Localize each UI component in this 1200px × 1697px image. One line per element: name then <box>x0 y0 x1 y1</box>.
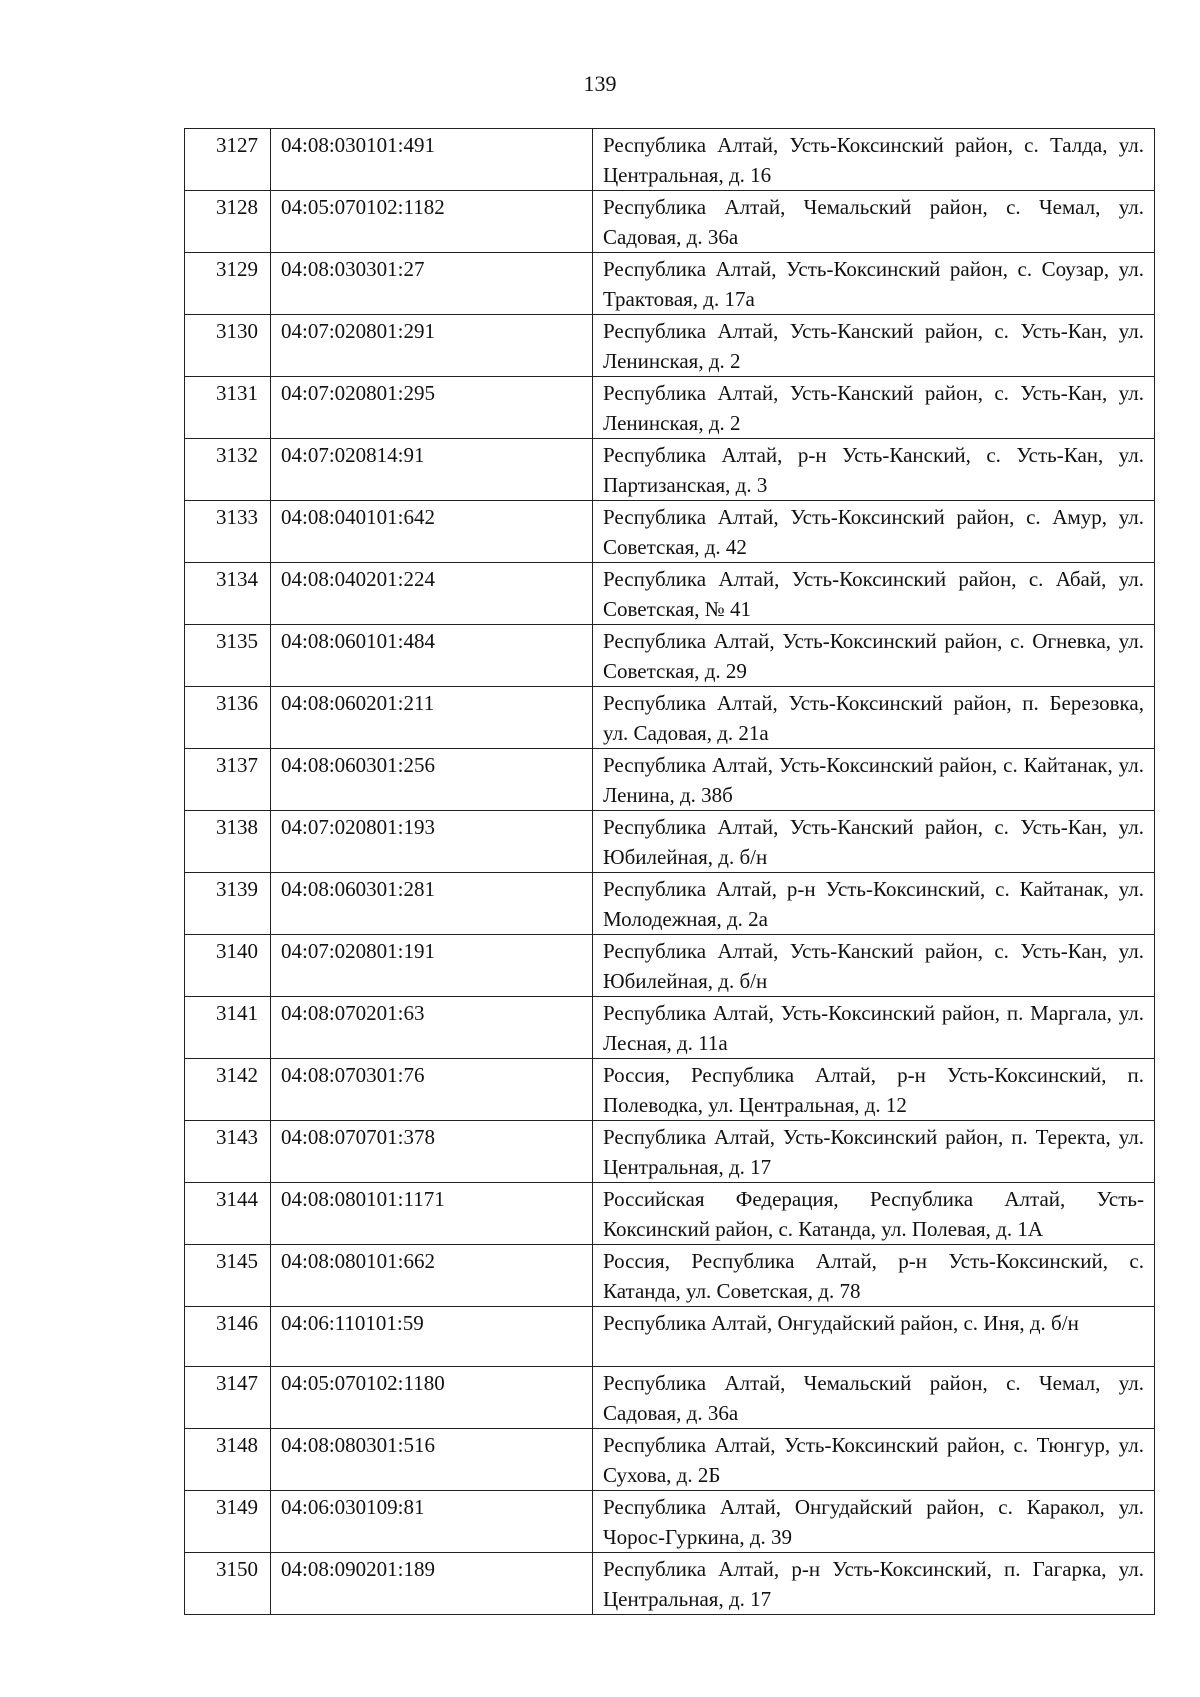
row-number-cell: 3131 <box>185 377 271 439</box>
table-row <box>185 1307 1155 1367</box>
page-number: 139 <box>583 71 617 96</box>
table-row <box>185 501 1155 563</box>
cadastral-number-cell: 04:08:030301:27 <box>271 253 593 315</box>
address-cell: Россия, Республика Алтай, р-н Усть-Коксинский, п. Полеводка, ул. Центральная, д. 12 <box>593 1059 1155 1121</box>
address-cell: Республика Алтай, Усть-Канский район, с. Усть-Кан, ул. Ленинская, д. 2 <box>593 315 1155 377</box>
row-number-cell: 3138 <box>185 811 271 873</box>
row-number-cell: 3150 <box>185 1553 271 1615</box>
address-cell: Республика Алтай, Чемальский район, с. Чемал, ул. Садовая, д. 36а <box>593 1367 1155 1429</box>
row-number-cell: 3135 <box>185 625 271 687</box>
row-number-cell: 3141 <box>185 997 271 1059</box>
row-number-cell: 3148 <box>185 1429 271 1491</box>
table-row <box>185 935 1155 997</box>
cadastral-number-cell: 04:06:110101:59 <box>271 1307 593 1367</box>
row-number-cell: 3144 <box>185 1183 271 1245</box>
table-row <box>185 563 1155 625</box>
cadastral-number-cell: 04:08:060301:256 <box>271 749 593 811</box>
table-row <box>185 315 1155 377</box>
address-cell: Республика Алтай, Усть-Канский район, с. Усть-Кан, ул. Юбилейная, д. б/н <box>593 935 1155 997</box>
cadastral-number-cell: 04:08:060201:211 <box>271 687 593 749</box>
table-row <box>185 873 1155 935</box>
row-number-cell: 3127 <box>185 129 271 191</box>
address-cell: Республика Алтай, р-н Усть-Канский, с. Усть-Кан, ул. Партизанская, д. 3 <box>593 439 1155 501</box>
cadastral-number-cell: 04:08:060301:281 <box>271 873 593 935</box>
cadastral-number-cell: 04:08:090201:189 <box>271 1553 593 1615</box>
row-number-cell: 3145 <box>185 1245 271 1307</box>
table-row <box>185 625 1155 687</box>
cadastral-number-cell: 04:08:080101:662 <box>271 1245 593 1307</box>
table-row <box>185 191 1155 253</box>
row-number-cell: 3146 <box>185 1307 271 1367</box>
row-number-cell: 3132 <box>185 439 271 501</box>
table-row <box>185 1183 1155 1245</box>
row-number-cell: 3128 <box>185 191 271 253</box>
row-number-cell: 3137 <box>185 749 271 811</box>
address-cell: Республика Алтай, Онгудайский район, с. Каракол, ул. Чорос-Гуркина, д. 39 <box>593 1491 1155 1553</box>
address-cell: Республика Алтай, р-н Усть-Коксинский, п. Гагарка, ул. Центральная, д. 17 <box>593 1553 1155 1615</box>
cadastral-number-cell: 04:08:060101:484 <box>271 625 593 687</box>
address-cell: Республика Алтай, Усть-Коксинский район, п. Теректа, ул. Центральная, д. 17 <box>593 1121 1155 1183</box>
cadastral-number-cell: 04:07:020801:291 <box>271 315 593 377</box>
row-number-cell: 3142 <box>185 1059 271 1121</box>
row-number-cell: 3130 <box>185 315 271 377</box>
table-row <box>185 811 1155 873</box>
table-row <box>185 1059 1155 1121</box>
cadastral-number-cell: 04:08:070701:378 <box>271 1121 593 1183</box>
address-cell: Республика Алтай, Чемальский район, с. Чемал, ул. Садовая, д. 36а <box>593 191 1155 253</box>
cadastral-number-cell: 04:07:020801:295 <box>271 377 593 439</box>
cadastral-number-cell: 04:08:040101:642 <box>271 501 593 563</box>
table-row <box>185 253 1155 315</box>
table-row <box>185 997 1155 1059</box>
address-cell: Республика Алтай, Усть-Коксинский район, с. Кайтанак, ул. Ленина, д. 38б <box>593 749 1155 811</box>
row-number-cell: 3149 <box>185 1491 271 1553</box>
cadastral-number-cell: 04:07:020801:191 <box>271 935 593 997</box>
registry-table <box>184 128 1155 1615</box>
cadastral-number-cell: 04:08:030101:491 <box>271 129 593 191</box>
table-row <box>185 1429 1155 1491</box>
row-number-cell: 3139 <box>185 873 271 935</box>
registry-table-body <box>185 129 1155 1615</box>
table-row <box>185 1367 1155 1429</box>
address-cell: Республика Алтай, Усть-Канский район, с. Усть-Кан, ул. Юбилейная, д. б/н <box>593 811 1155 873</box>
address-cell: Республика Алтай, Усть-Коксинский район, п. Маргала, ул. Лесная, д. 11а <box>593 997 1155 1059</box>
cadastral-number-cell: 04:08:070201:63 <box>271 997 593 1059</box>
table-row <box>185 687 1155 749</box>
row-number-cell: 3140 <box>185 935 271 997</box>
cadastral-number-cell: 04:05:070102:1180 <box>271 1367 593 1429</box>
address-cell: Российская Федерация, Республика Алтай, Усть-Коксинский район, с. Катанда, ул. Полевая, д. 1А <box>593 1183 1155 1245</box>
address-cell: Республика Алтай, р-н Усть-Коксинский, с. Кайтанак, ул. Молодежная, д. 2а <box>593 873 1155 935</box>
cadastral-number-cell: 04:06:030109:81 <box>271 1491 593 1553</box>
address-cell: Республика Алтай, Усть-Коксинский район, с. Талда, ул. Центральная, д. 16 <box>593 129 1155 191</box>
address-cell: Республика Алтай, Усть-Коксинский район, с. Огневка, ул. Советская, д. 29 <box>593 625 1155 687</box>
table-row <box>185 1553 1155 1615</box>
cadastral-number-cell: 04:07:020801:193 <box>271 811 593 873</box>
address-cell: Республика Алтай, Усть-Коксинский район, с. Тюнгур, ул. Сухова, д. 2Б <box>593 1429 1155 1491</box>
row-number-cell: 3136 <box>185 687 271 749</box>
table-row <box>185 749 1155 811</box>
address-cell: Республика Алтай, Усть-Коксинский район, с. Соузар, ул. Трактовая, д. 17а <box>593 253 1155 315</box>
address-cell: Республика Алтай, Усть-Коксинский район, с. Амур, ул. Советская, д. 42 <box>593 501 1155 563</box>
row-number-cell: 3129 <box>185 253 271 315</box>
cadastral-number-cell: 04:08:070301:76 <box>271 1059 593 1121</box>
table-row <box>185 1245 1155 1307</box>
table-row <box>185 439 1155 501</box>
row-number-cell: 3134 <box>185 563 271 625</box>
row-number-cell: 3133 <box>185 501 271 563</box>
table-row <box>185 377 1155 439</box>
address-cell: Республика Алтай, Онгудайский район, с. Иня, д. б/н <box>593 1307 1155 1367</box>
address-cell: Республика Алтай, Усть-Коксинский район, с. Абай, ул. Советская, № 41 <box>593 563 1155 625</box>
table-row <box>185 1491 1155 1553</box>
cadastral-number-cell: 04:05:070102:1182 <box>271 191 593 253</box>
row-number-cell: 3143 <box>185 1121 271 1183</box>
table-row <box>185 129 1155 191</box>
cadastral-number-cell: 04:08:080101:1171 <box>271 1183 593 1245</box>
cadastral-number-cell: 04:07:020814:91 <box>271 439 593 501</box>
cadastral-number-cell: 04:08:080301:516 <box>271 1429 593 1491</box>
address-cell: Республика Алтай, Усть-Коксинский район, п. Березовка, ул. Садовая, д. 21а <box>593 687 1155 749</box>
cadastral-number-cell: 04:08:040201:224 <box>271 563 593 625</box>
row-number-cell: 3147 <box>185 1367 271 1429</box>
table-row <box>185 1121 1155 1183</box>
address-cell: Россия, Республика Алтай, р-н Усть-Коксинский, с. Катанда, ул. Советская, д. 78 <box>593 1245 1155 1307</box>
address-cell: Республика Алтай, Усть-Канский район, с. Усть-Кан, ул. Ленинская, д. 2 <box>593 377 1155 439</box>
